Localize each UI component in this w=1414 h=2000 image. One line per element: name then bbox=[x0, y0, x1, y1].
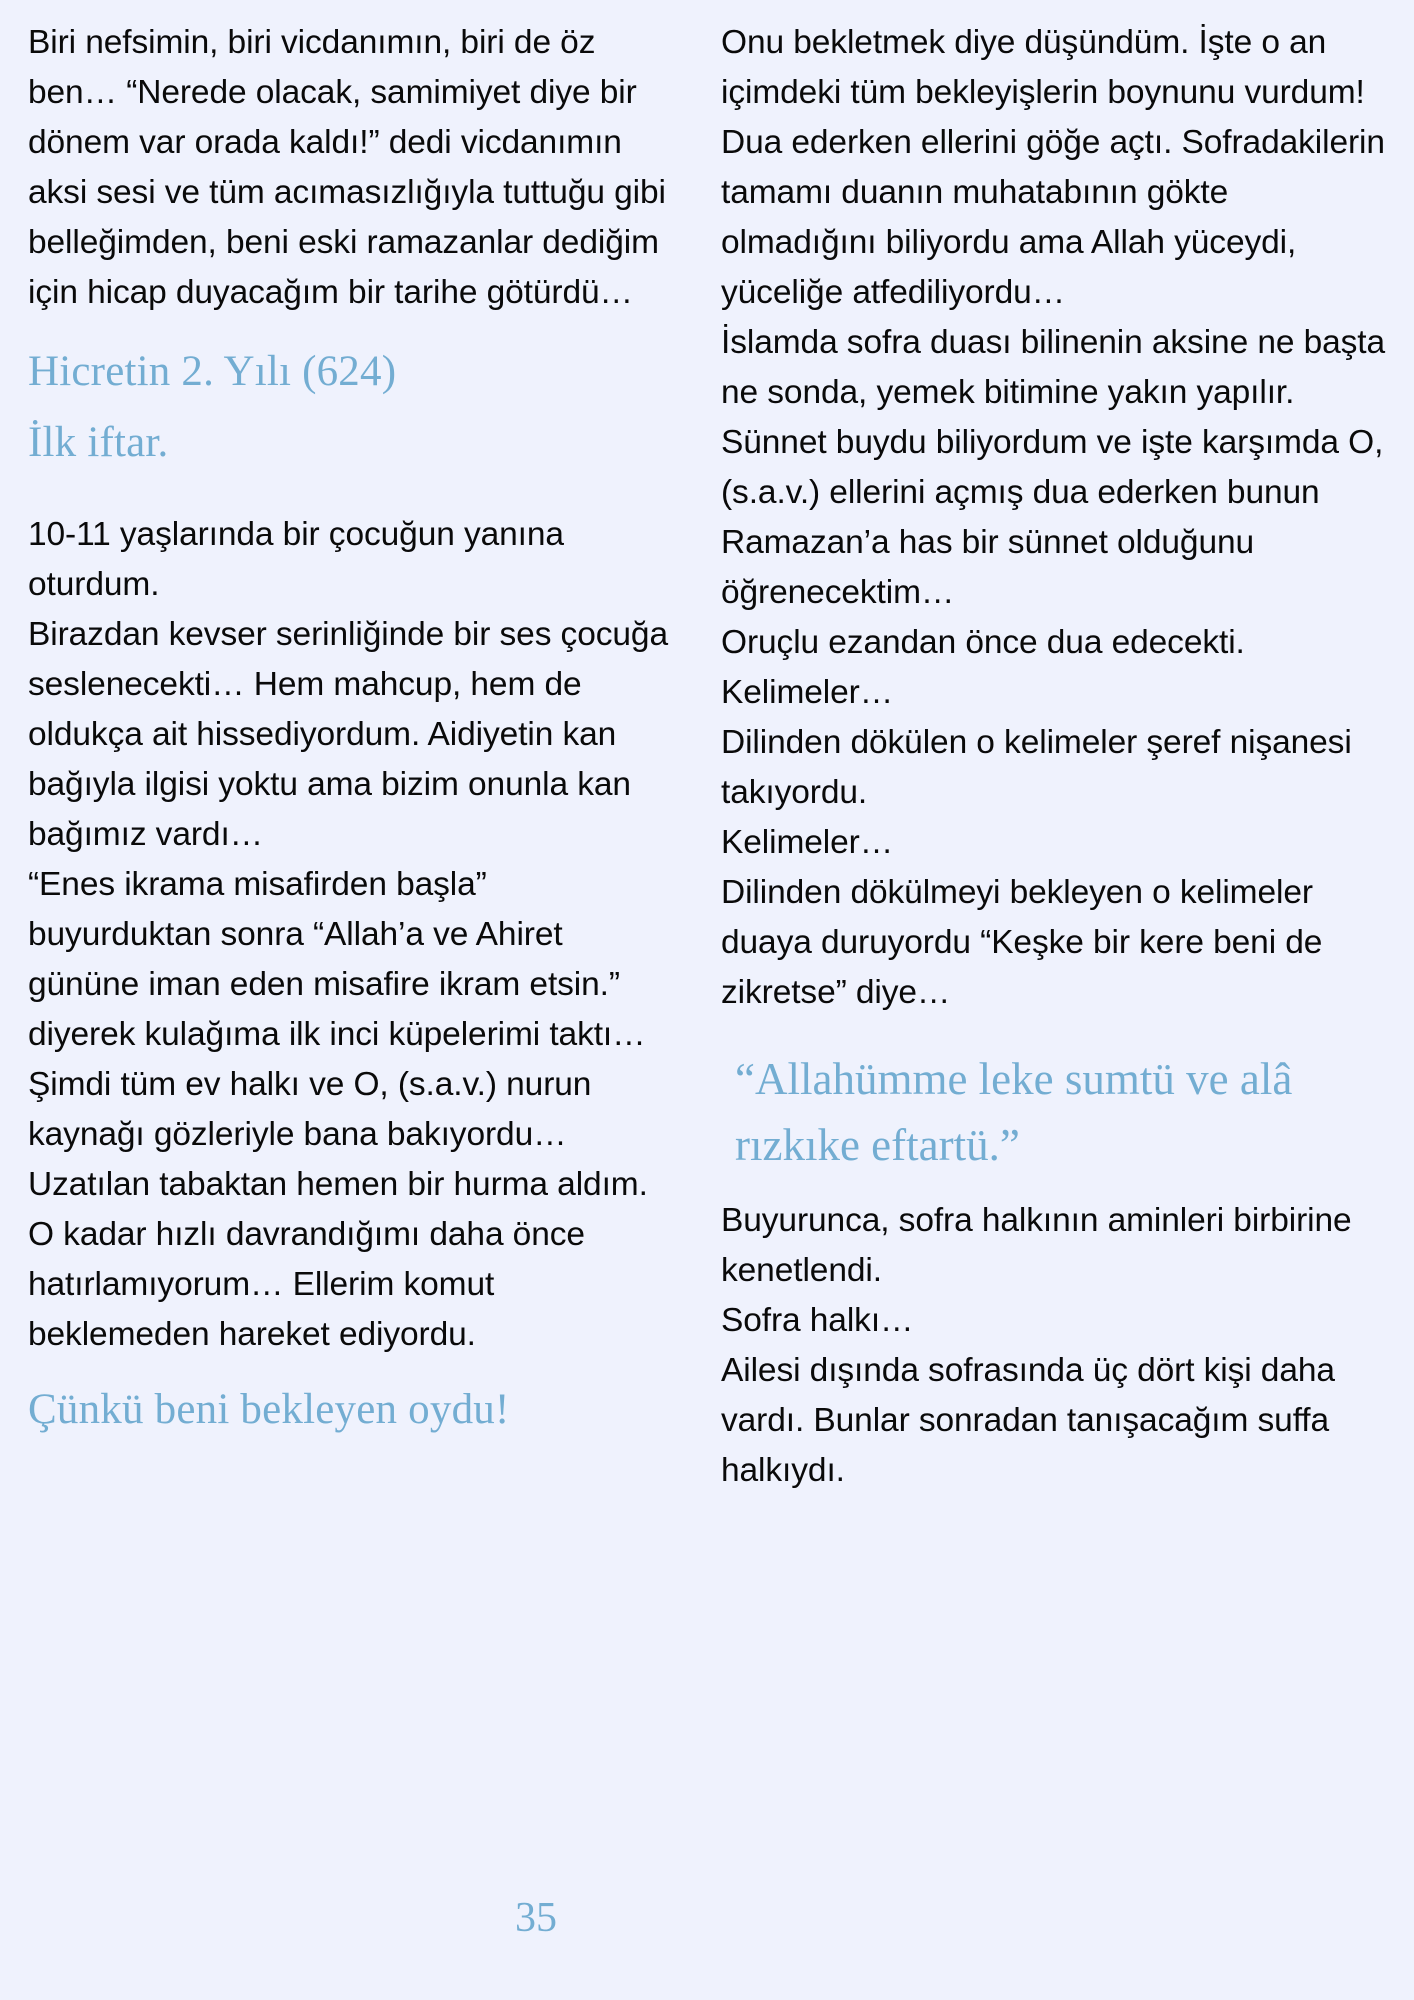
paragraph: 10-11 yaşlarında bir çocuğun yanına oturdum. bbox=[28, 516, 564, 603]
paragraph: Biri nefsimin, biri vicdanımın, biri de öz ben… “Nerede olacak, samimiyet diye bir dönem var orada kaldı!” dedi vicdanımın aksi sesi ve tüm acımasızlığıyla tuttuğu gibi belleğimden, beni eski ramazanlar dediğim için hicap duyacağım bir tarihe götürdü… bbox=[28, 24, 666, 311]
paragraph: Birazdan kevser serinliğinde bir ses çocuğa seslenecekti… Hem mahcup, hem de oldukça ait hissediyordum. Aidiyetin kan bağıyla ilgisi yoktu ama bizim onunla kan bağımız vardı… bbox=[28, 616, 668, 853]
paragraph: Sofra halkı… bbox=[721, 1302, 914, 1339]
paragraph: Onu bekletmek diye düşündüm. İşte o an içimdeki tüm bekleyişlerin boynunu vurdum! bbox=[721, 24, 1365, 111]
paragraph: Ailesi dışında sofrasında üç dört kişi daha vardı. Bunlar sonradan tanışacağım suffa halkıydı. bbox=[721, 1352, 1335, 1489]
paragraph: Dilinden dökülmeyi bekleyen o kelimeler duaya duruyordu “Keşke bir kere beni de zikretse” diye… bbox=[721, 874, 1323, 1011]
paragraph: Kelimeler… bbox=[721, 824, 894, 861]
paragraph: Dua ederken ellerini göğe açtı. Sofradakilerin tamamı duanın muhatabının gökte olmadığını biliyordu ama Allah yüceydi, yüceliğe atfediliyordu… bbox=[721, 124, 1385, 311]
right-text-column bbox=[707, 0, 1414, 2000]
arabic-dua-quote: “Allahümme leke sumtü ve alâ rızkıke eftartü.” bbox=[735, 1054, 1293, 1170]
paragraph: Oruçlu ezandan önce dua edecekti. Kelimeler… bbox=[721, 624, 1245, 711]
paragraph: Uzatılan tabaktan hemen bir hurma aldım. O kadar hızlı davrandığımı daha önce hatırlamıyorum… Ellerim komut beklemeden hareket ediyordu. bbox=[28, 1166, 648, 1353]
section-heading-ilk-iftar: İlk iftar. bbox=[28, 419, 169, 466]
page-number: 35 bbox=[515, 1895, 557, 1941]
paragraph: “Enes ikrama misafirden başla” buyurduktan sonra “Allah’a ve Ahiret gününe iman eden misafire ikram etsin.” diyerek kulağıma ilk inci küpelerimi taktı… Şimdi tüm ev halkı ve O, (s.a.v.) nurun kaynağı gözleriyle bana bakıyordu… bbox=[28, 866, 646, 1153]
paragraph: Buyurunca, sofra halkının aminleri birbirine kenetlendi. bbox=[721, 1202, 1352, 1289]
paragraph: İslamda sofra duası bilinenin aksine ne başta ne sonda, yemek bitimine yakın yapılır. Sünnet buydu biliyordum ve işte karşımda O, (s.a.v.) ellerini açmış dua ederken bunun Ramazan’a has bir sünnet olduğunu öğrenecektim… bbox=[721, 324, 1386, 611]
paragraph: Dilinden dökülen o kelimeler şeref nişanesi takıyordu. bbox=[721, 724, 1352, 811]
section-heading-hicret-year: Hicretin 2. Yılı (624) bbox=[28, 348, 397, 395]
section-heading-cunku-beni-bekleyen: Çünkü beni bekleyen oydu! bbox=[28, 1386, 510, 1433]
